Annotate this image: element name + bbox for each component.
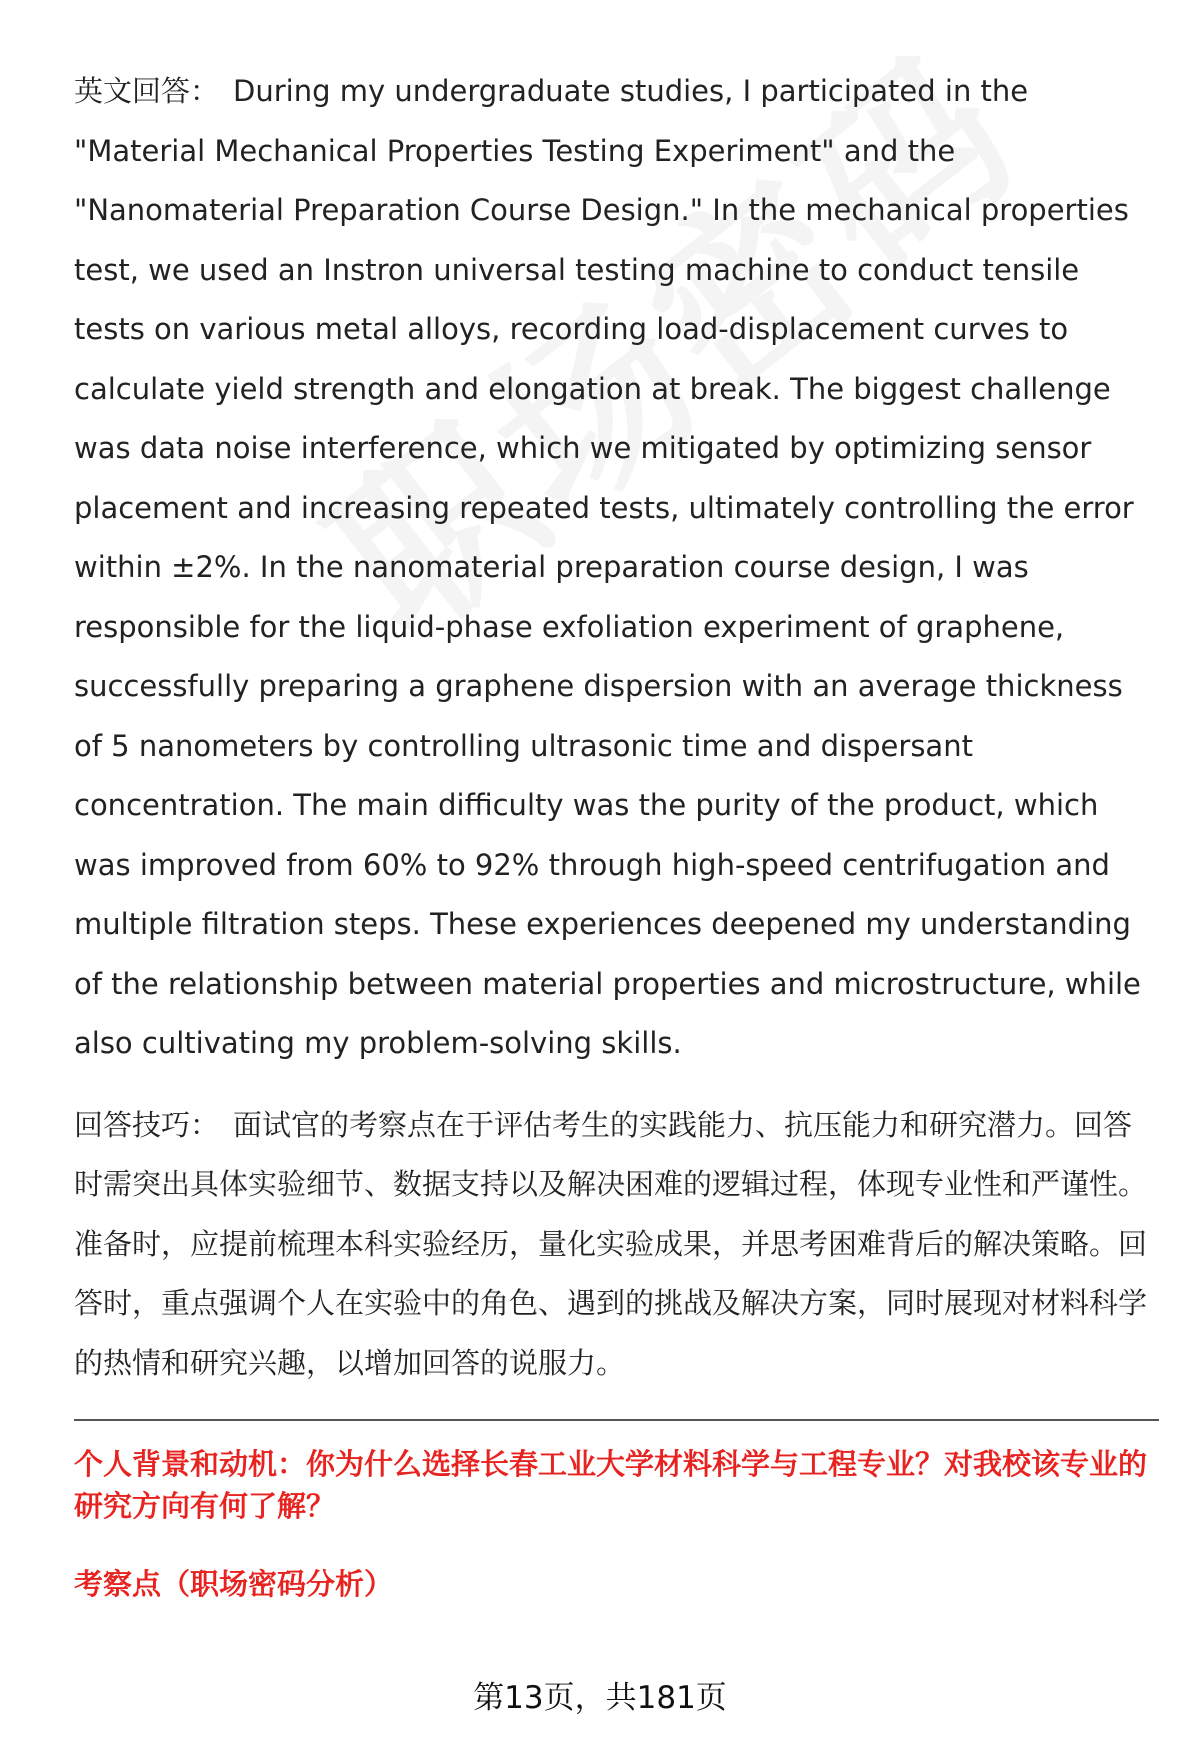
page-indicator: 第13页，共181页 xyxy=(473,1680,727,1716)
english-answer-text: During my undergraduate studies, I participated in the "Material Mechanical Properties Testing Experiment" and the "Nanomaterial Preparation Course Design." In the mechanical properties test, we used an Instron universal testing machine to conduct tensile tests on various metal alloys, recording load-displacement curves to calculate yield strength and elongation at break. The biggest challenge was data noise interference, which we mitigated by optimizing sensor placement and increasing repeated tests, ultimately controlling the error within ±2%. In the nanomaterial preparation course design, I was responsible for the liquid-phase exfoliation experiment of graphene, successfully preparing a graphene dispersion with an average thickness of 5 nanometers by controlling ultrasonic time and dispersant concentration. The main difficulty was the purity of the product, which was improved from 60% to 92% through high-speed centrifugation and multiple filtration steps. These experiences deepened my understanding of the relationship between material properties and microstructure, while also cultivating my problem-solving skills. xyxy=(74,74,1141,1060)
english-answer-label: 英文回答： xyxy=(74,74,220,108)
answer-tips-text: 面试官的考察点在于评估考生的实践能力、抗压能力和研究潜力。回答时需突出具体实验细节、数据支持以及解决困难的逻辑过程，体现专业性和严谨性。准备时，应提前梳理本科实验经历，量化实验成果，并思考困难背后的解决策略。回答时，重点强调个人在实验中的角色、遇到的挑战及解决方案，同时展现对材料科学的热情和研究兴趣，以增加回答的说服力。 xyxy=(74,1107,1148,1380)
answer-tips-label: 回答技巧： xyxy=(74,1107,220,1142)
document-page xyxy=(74,62,1159,1605)
answer-tips xyxy=(74,1096,1159,1394)
exam-point-heading: 考察点（职场密码分析） xyxy=(74,1567,394,1601)
section-divider xyxy=(74,1419,1159,1421)
english-answer xyxy=(74,62,1159,1074)
question-heading: 个人背景和动机：你为什么选择长春工业大学材料科学与工程专业？对我校该专业的研究方向有何了解？ xyxy=(74,1447,1148,1523)
